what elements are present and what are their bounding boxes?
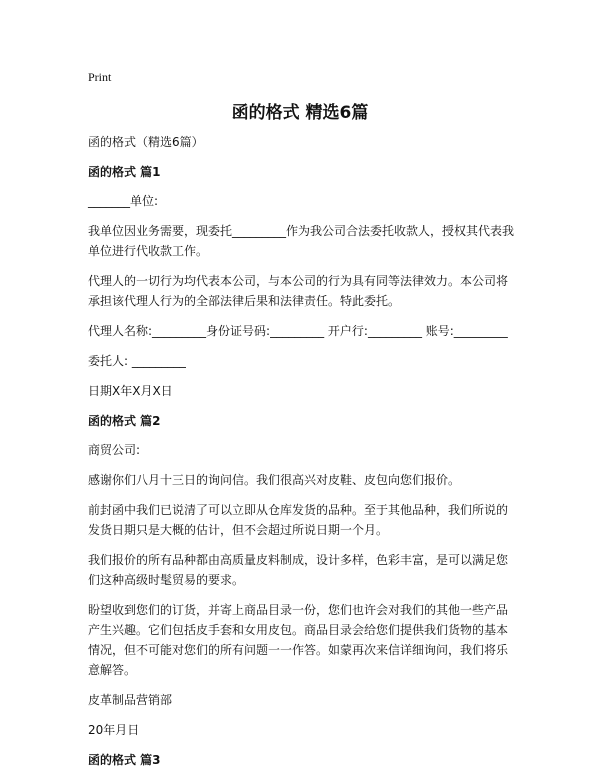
section-3-heading: 函的格式 篇3 bbox=[88, 753, 161, 767]
section-2-heading: 函的格式 篇2 bbox=[88, 414, 161, 428]
section-1-paragraph-3: 代理人名称:_________身份证号码:_________ 开户行:_________ 账号:_________ bbox=[88, 324, 508, 338]
section-2-paragraph-1: 感谢你们八月十三日的询问信。我们很高兴对皮鞋、皮包向您们报价。 bbox=[88, 473, 461, 487]
section-2-date: 20年月日 bbox=[88, 723, 140, 737]
section-2-paragraph-3: 我们报价的所有品种都由高质量皮料制成，设计多样，色彩丰富，是可以满足您们这种高级时髦贸易的要求。 bbox=[88, 553, 509, 587]
section-1-principal: 委托人: _________ bbox=[88, 354, 186, 368]
section-1-heading: 函的格式 篇1 bbox=[88, 165, 161, 179]
document-title: 函的格式 精选6篇 bbox=[231, 103, 369, 123]
document-subtitle: 函的格式（精选6篇） bbox=[88, 135, 204, 149]
section-1-date: 日期X年X月X日 bbox=[88, 384, 173, 398]
section-1-paragraph-2: 代理人的一切行为均代表本公司，与本公司的行为具有同等法律效力。本公司将承担该代理人行为的全部法律后果和法律责任。特此委托。 bbox=[88, 274, 509, 308]
section-2-greeting: 商贸公司: bbox=[88, 443, 141, 457]
section-2-signature: 皮革制品营销部 bbox=[88, 693, 173, 707]
section-1-unit: _______单位: bbox=[88, 194, 159, 208]
section-2-paragraph-2: 前封函中我们已说清了可以立即从仓库发货的品种。至于其他品种，我们所说的发货日期只是大概的估计，但不会超过所说日期一个月。 bbox=[88, 503, 509, 537]
section-1-paragraph-1: 我单位因业务需要，现委托_________作为我公司合法委托收款人，授权其代表我单位进行代收款工作。 bbox=[88, 224, 515, 258]
section-2-paragraph-4: 盼望收到您们的订货，并寄上商品目录一份，您们也许会对我们的其他一些产品产生兴趣。它们包括皮手套和女用皮包。商品目录会给您们提供我们货物的基本情况，但不可能对您们的所有问题一一作答。如蒙再次来信详细询问，我们将乐意解答。 bbox=[88, 603, 509, 677]
document-body bbox=[88, 132, 518, 779]
print-link[interactable]: Print bbox=[88, 70, 112, 84]
